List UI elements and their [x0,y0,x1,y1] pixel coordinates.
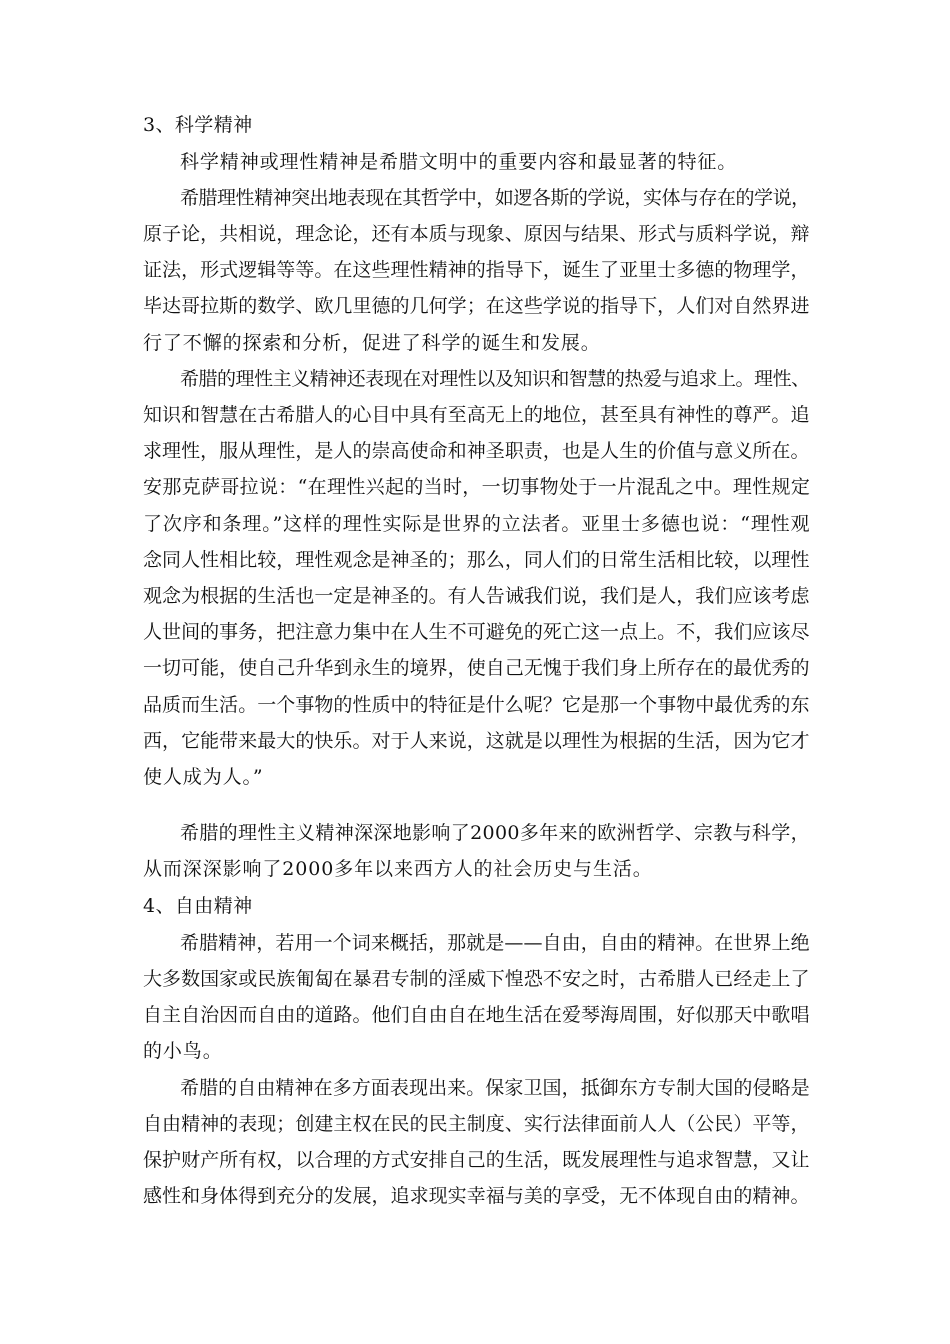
text-line: 知识和智慧在古希腊人的心目中具有至高无上的地位，甚至具有神性的尊严。追 [143,404,810,426]
text-line: 西，它能带来最大的快乐。对于人来说，这就是以理性为根据的生活，因为它才 [143,730,810,752]
text-line: 观念为根据的生活也一定是神圣的。有人告诫我们说，我们是人，我们应该考虑 [143,585,810,607]
text-line: 证法，形式逻辑等等。在这些理性精神的指导下，诞生了亚里士多德的物理学， [143,259,810,281]
text-line: 希腊的理性主义精神深深地影响了2000多年来的欧洲哲学、宗教与科学， [180,822,810,844]
text-line: 自主自治因而自由的道路。他们自由自在地生活在爱琴海周围，好似那天中歌唱 [143,1004,810,1026]
text-line: 的小鸟。 [143,1040,223,1062]
text-line: 希腊理性精神突出地表现在其哲学中，如逻各斯的学说，实体与存在的学说， [180,187,810,209]
text-line: 原子论，共相说，理念论，还有本质与现象、原因与结果、形式与质料学说，辩 [143,223,810,245]
text-line: 使人成为人。” [143,766,264,788]
text-line: 了次序和条理。”这样的理性实际是世界的立法者。亚里士多德也说：“理性观 [143,513,811,535]
text-line: 品质而生活。一个事物的性质中的特征是什么呢？它是那一个事物中最优秀的东 [143,694,810,716]
section-heading-4: 4、自由精神 [143,895,253,917]
text-line: 求理性，服从理性，是人的崇高使命和神圣职责，也是人生的价值与意义所在。 [143,440,810,462]
text-line: 行了不懈的探索和分析，促进了科学的诞生和发展。 [143,332,601,354]
text-line: 安那克萨哥拉说：“在理性兴起的当时，一切事物处于一片混乱之中。理性规定 [143,476,811,498]
text-line: 科学精神或理性精神是希腊文明中的重要内容和最显著的特征。 [180,151,738,173]
section-heading-3: 3、科学精神 [143,114,253,136]
text-line: 人世间的事务，把注意力集中在人生不可避免的死亡这一点上。不，我们应该尽 [143,621,810,643]
text-line: 毕达哥拉斯的数学、欧几里德的几何学；在这些学说的指导下，人们对自然界进 [143,295,810,317]
text-line: 保护财产所有权，以合理的方式安排自己的生活，既发展理性与追求智慧，又让 [143,1149,810,1171]
text-line: 一切可能，使自己升华到永生的境界，使自己无愧于我们身上所存在的最优秀的 [143,657,810,679]
text-line: 希腊精神，若用一个词来概括，那就是——自由，自由的精神。在世界上绝 [180,932,810,954]
text-line: 希腊的理性主义精神还表现在对理性以及知识和智慧的热爱与追求上。理性、 [180,368,810,390]
text-line: 感性和身体得到充分的发展，追求现实幸福与美的享受，无不体现自由的精神。 [143,1185,810,1207]
text-line: 大多数国家或民族匍匐在暴君专制的淫威下惶恐不安之时，古希腊人已经走上了 [143,968,810,990]
text-line: 从而深深影响了2000多年以来西方人的社会历史与生活。 [143,858,653,880]
text-line: 念同人性相比较，理性观念是神圣的；那么，同人们的日常生活相比较，以理性 [143,549,810,571]
text-line: 自由精神的表现；创建主权在民的民主制度、实行法律面前人人（公民）平等， [143,1113,810,1135]
text-line: 希腊的自由精神在多方面表现出来。保家卫国，抵御东方专制大国的侵略是 [180,1077,810,1099]
